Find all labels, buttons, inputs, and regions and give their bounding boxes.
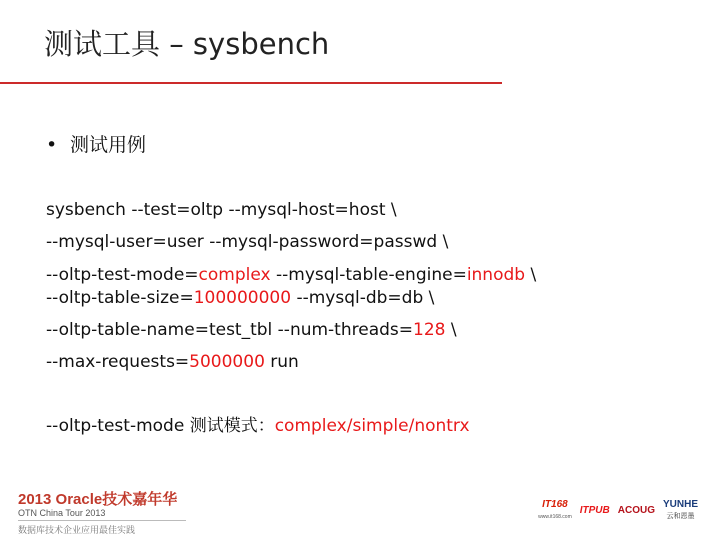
code-value-highlight: 5000000 <box>189 352 265 372</box>
code-value-highlight: complex <box>198 265 271 285</box>
slide-title: 测试工具 – sysbench <box>44 27 330 61</box>
code-text: --mysql-user=user --mysql-password=passwd \ <box>46 232 449 252</box>
code-line-6 <box>46 351 299 373</box>
footer-divider <box>18 520 186 521</box>
bullet-item <box>46 132 146 158</box>
it168-logo <box>538 499 572 523</box>
code-text: \ <box>445 320 457 340</box>
code-text: --oltp-test-mode 测试模式： <box>46 416 275 436</box>
code-line-4 <box>46 287 434 309</box>
code-text: --mysql-db=db \ <box>291 288 435 308</box>
code-line-3 <box>46 264 536 286</box>
sponsor-logos <box>538 498 698 524</box>
it168-logo-main: IT168 <box>542 499 568 510</box>
bullet-text: 测试用例 <box>70 134 147 156</box>
code-text: run <box>264 352 299 372</box>
code-text: --oltp-test-mode= <box>46 265 199 285</box>
code-line-1 <box>46 199 397 221</box>
yunhe-logo <box>663 499 698 523</box>
code-line-7 <box>46 415 470 437</box>
title-underline <box>0 82 502 84</box>
it168-logo-sub: www.it168.com <box>538 514 572 520</box>
code-text: sysbench --test=oltp --mysql-host=host \ <box>46 200 397 220</box>
footer-event-title: 2013 Oracle技术嘉年华 <box>18 491 178 508</box>
code-value-highlight: complex/simple/nontrx <box>274 416 470 436</box>
yunhe-logo-en: YUNHE <box>662 499 698 510</box>
acoug-logo: ACOUG <box>617 505 655 516</box>
code-value-highlight: 128 <box>413 320 446 340</box>
code-text: --oltp-table-size= <box>46 288 194 308</box>
itpub-logo: ITPUB <box>579 505 610 516</box>
code-text: --mysql-table-engine= <box>270 265 467 285</box>
code-value-highlight: innodb <box>466 265 526 285</box>
bullet-dot-icon: • <box>46 134 58 156</box>
code-value-highlight: 100000000 <box>193 288 292 308</box>
footer-event-subtitle: OTN China Tour 2013 <box>18 508 106 518</box>
yunhe-logo-cn: 云和恩墨 <box>666 513 695 520</box>
code-line-2 <box>46 231 448 253</box>
code-text: \ <box>525 265 537 285</box>
code-text: --max-requests= <box>46 352 190 372</box>
footer-slogan: 数据库技术企业应用最佳实践 <box>18 526 136 536</box>
code-text: --oltp-table-name=test_tbl --num-threads= <box>46 320 414 340</box>
code-line-5 <box>46 319 457 341</box>
